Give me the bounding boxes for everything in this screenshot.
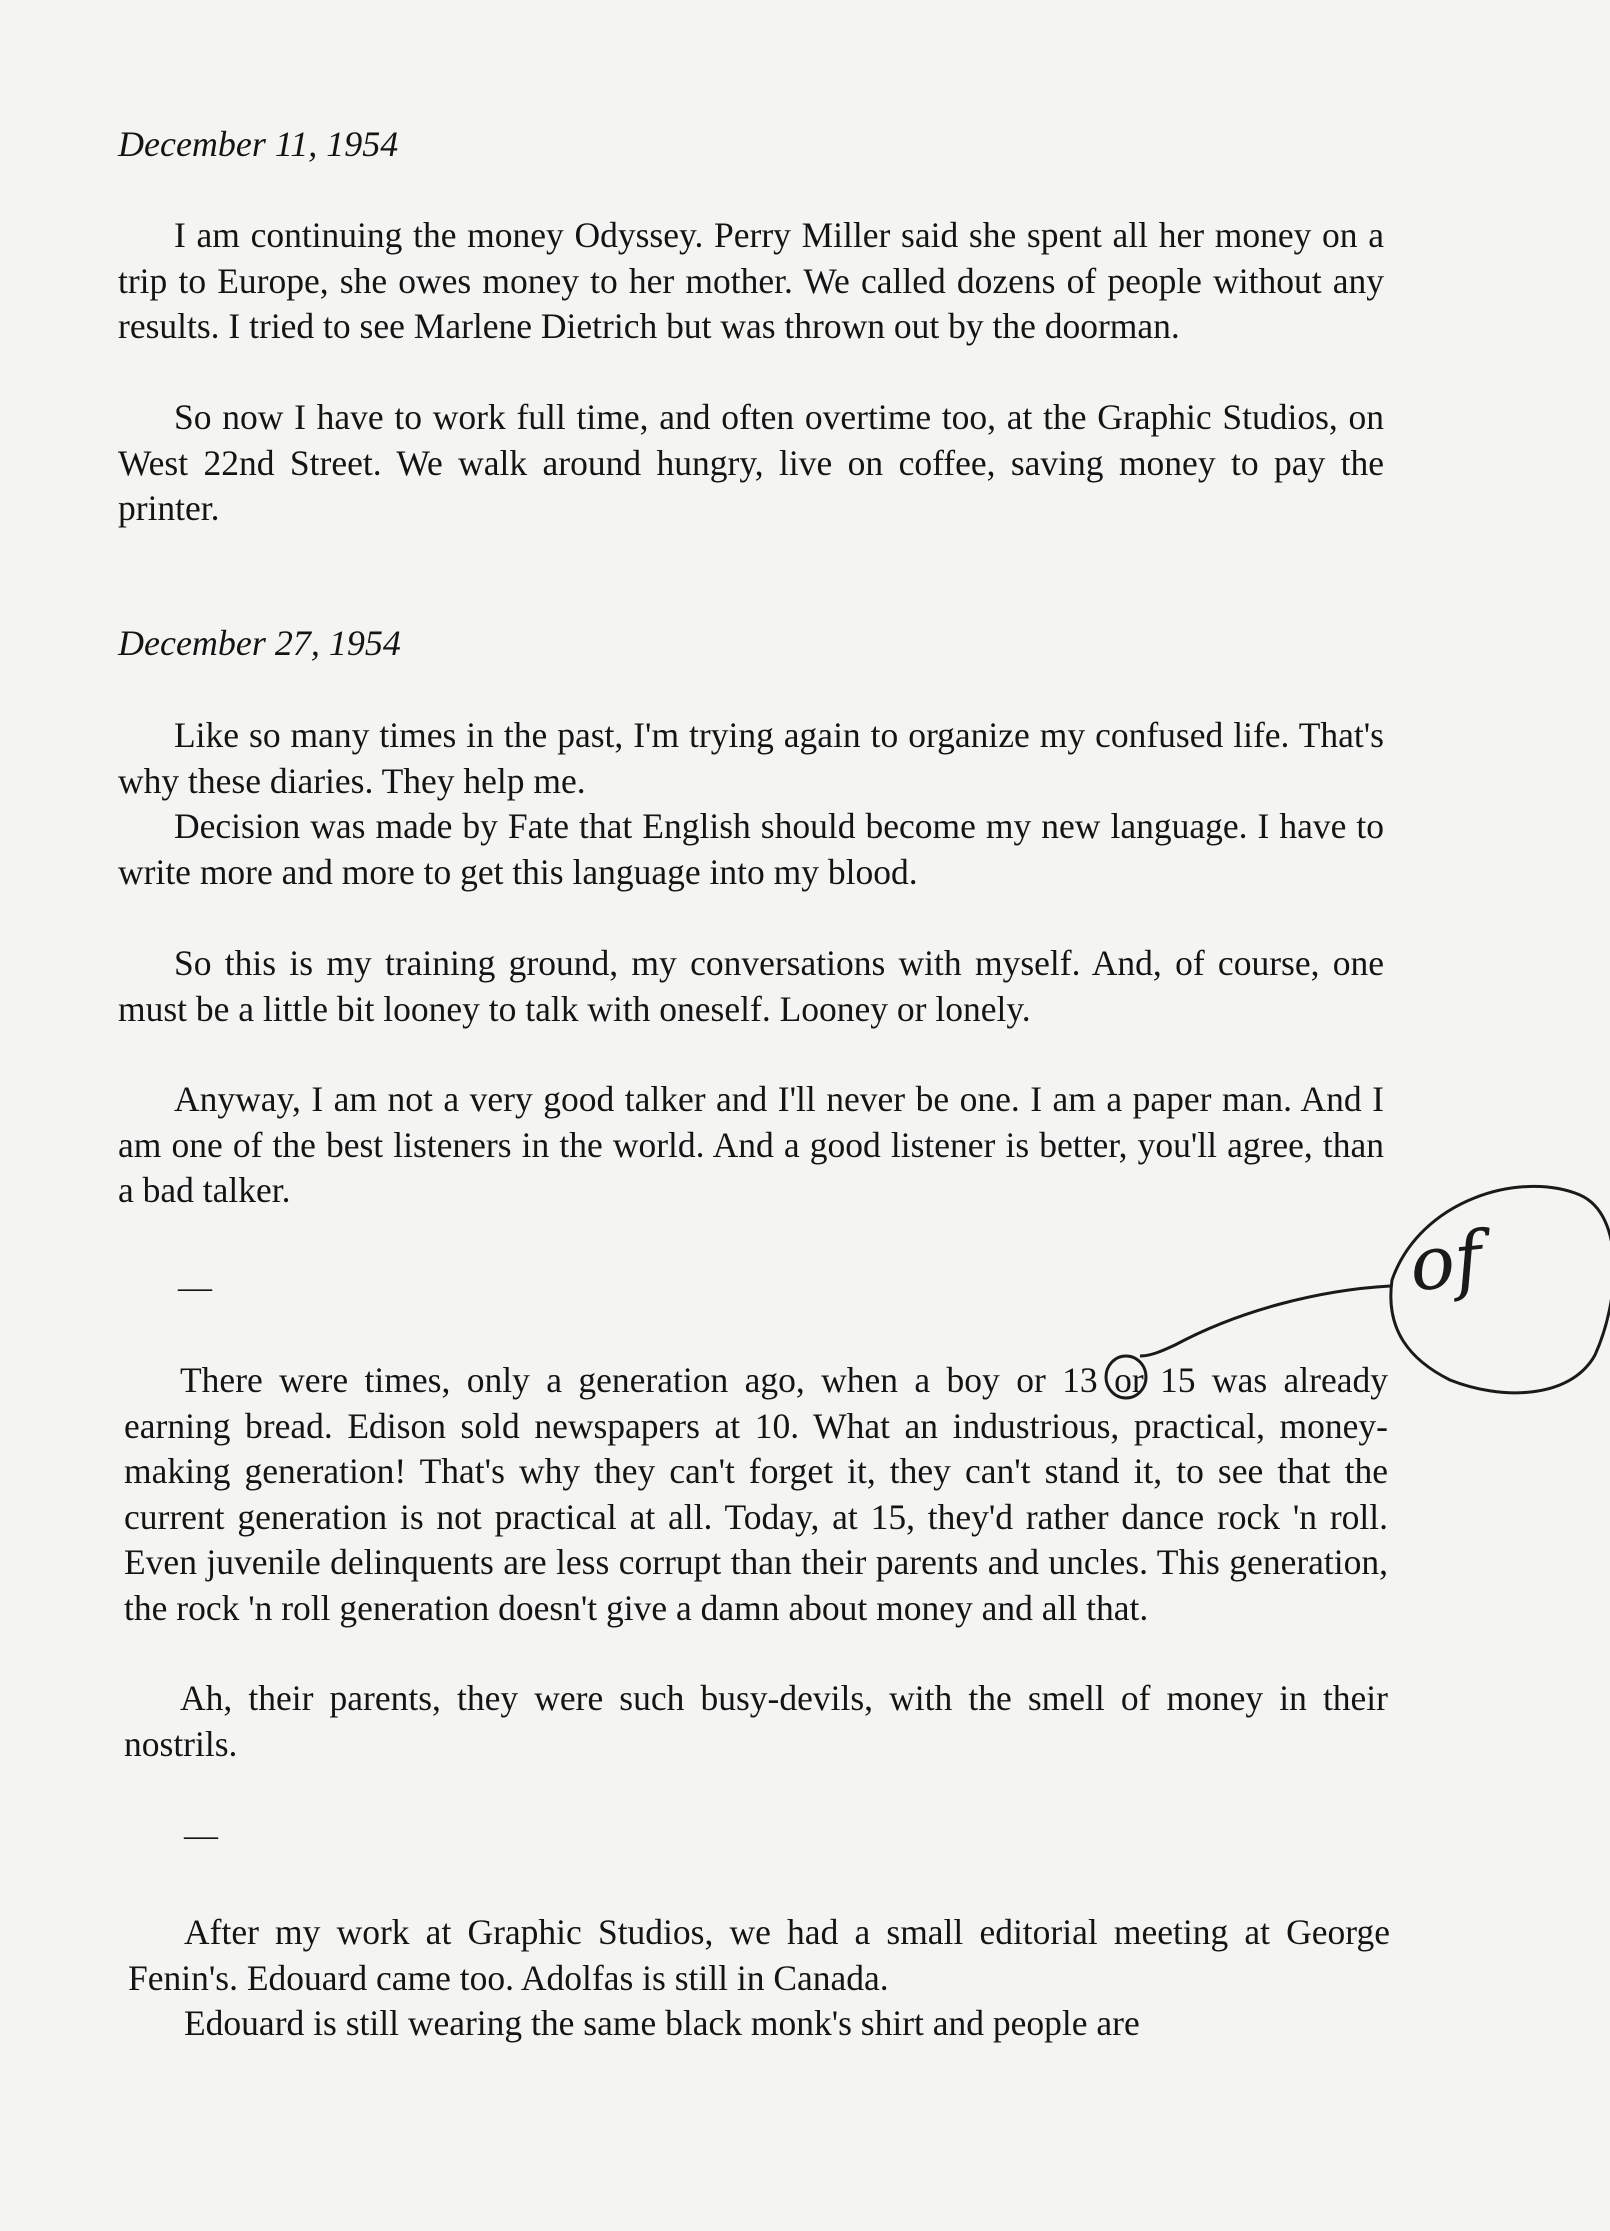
paragraph: Edouard is still wearing the same black monk's shirt and people are (184, 2003, 1140, 2043)
paragraph (124, 1358, 1388, 1632)
paragraph: Ah, their parents, they were such busy-devils, with the smell of money in their nostrils. (124, 1678, 1388, 1764)
paragraph: So now I have to work full time, and often overtime too, at the Graphic Studios, on West 22nd Street. We walk around hungry, live on coffee, saving money to pay the printer. (118, 397, 1384, 529)
entry-date: December 11, 1954 (118, 124, 399, 164)
handwritten-correction-text: of (1405, 1215, 1487, 1309)
entry-date: December 27, 1954 (118, 623, 401, 663)
paragraph: Like so many times in the past, I'm trying again to organize my confused life. That's why these diaries. They help me. (118, 715, 1384, 801)
paragraph: I am continuing the money Odyssey. Perry Miller said she spent all her money on a trip to Europe, she owes money to her mother. We called dozens of people without any results. I tried to see Marlene Dietrich but was thrown out by the doorman. (118, 215, 1384, 347)
section-separator: — (178, 1269, 212, 1306)
paragraph: Anyway, I am not a very good talker and I'll never be one. I am a paper man. And I am one of the best listeners in the world. And a good listener is better, you'll agree, than a bad talker. (118, 1079, 1384, 1211)
circled-word: or (1016, 1360, 1046, 1400)
paragraph-text: 13 or 15 was already earning bread. Edison sold newspapers at 10. What an industrious, practical, money-making generation! That's why they can't forget it, they can't stand it, to see that the current generation is not practical at all. Today, at 15, they'd rather dance rock 'n roll. Even juvenile delinquents are less corrupt than their parents and uncles. This generation, the rock 'n roll generation doesn't give a damn about money and all that. (124, 1360, 1388, 1628)
correction-leader-line (1140, 1286, 1390, 1356)
paragraph-text: There were times, only a generation ago, when a boy (180, 1360, 1017, 1400)
paragraph: Decision was made by Fate that English should become my new language. I have to write more and more to get this language into my blood. (118, 806, 1384, 892)
section-separator: — (184, 1817, 218, 1854)
paragraph: After my work at Graphic Studios, we had a small editorial meeting at George Fenin's. Edouard came too. Adolfas is still in Canada. (128, 1912, 1390, 1998)
paragraph: So this is my training ground, my conversations with myself. And, of course, one must be a little bit looney to talk with oneself. Looney or lonely. (118, 943, 1384, 1029)
